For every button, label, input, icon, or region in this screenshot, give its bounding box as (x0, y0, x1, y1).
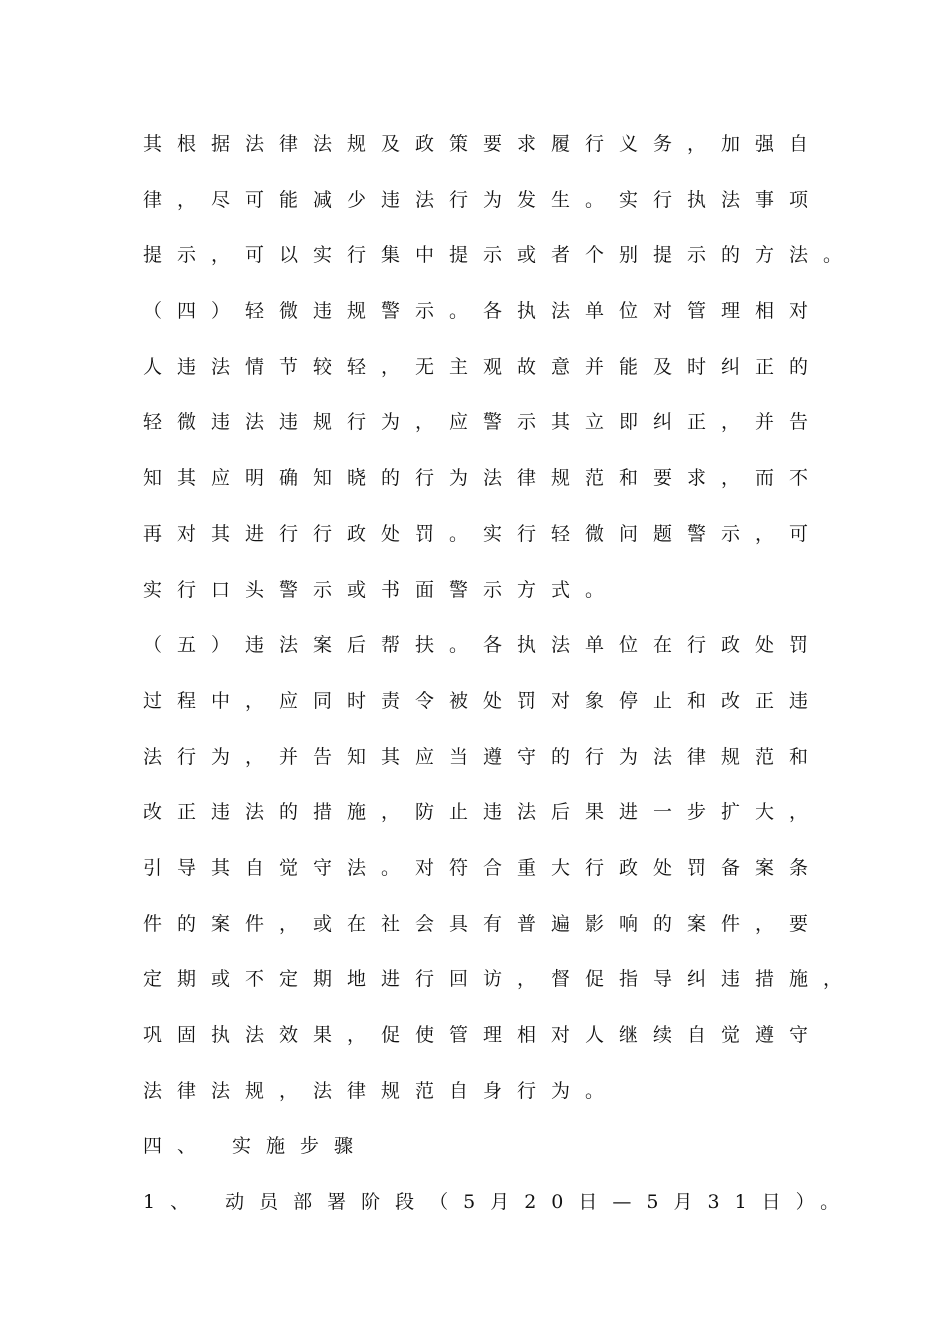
text-line: 提示，可以实行集中提示或者个别提示的方法。 (143, 244, 858, 267)
text-line: 件的案件，或在社会具有普遍影响的案件，要 (143, 912, 824, 935)
step-heading: 1、 动员部署阶段（5月20日—5月31日）。 (143, 1191, 855, 1214)
text-line: 定期或不定期地进行回访，督促指导纠违措施， (143, 968, 858, 991)
text-line: 巩固执法效果，促使管理相对人继续自觉遵守 (143, 1024, 824, 1046)
text-line: 实行口头警示或书面警示方式。 (143, 578, 620, 601)
text-line: 其根据法律法规及政策要求履行义务，加强自 (143, 133, 824, 155)
text-line: （四）轻微违规警示。各执法单位对管理相对 (143, 300, 824, 323)
text-line: 再对其进行行政处罚。实行轻微问题警示，可 (143, 522, 824, 545)
text-line: 人违法情节较轻，无主观故意并能及时纠正的 (143, 355, 824, 378)
text-line: 律，尽可能减少违法行为发生。实行执法事项 (143, 188, 824, 211)
text-line: （五）违法案后帮扶。各执法单位在行政处罚 (143, 634, 824, 657)
text-line: 引导其自觉守法。对符合重大行政处罚备案条 (143, 856, 824, 879)
text-line: 轻微违法违规行为，应警示其立即纠正，并告 (143, 411, 824, 434)
text-line: 法行为，并告知其应当遵守的行为法律规范和 (143, 745, 824, 768)
text-line: 法律法规，法律规范自身行为。 (143, 1079, 620, 1102)
text-line: 知其应明确知晓的行为法律规范和要求，而不 (143, 467, 824, 490)
text-line: 改正违法的措施，防止违法后果进一步扩大， (143, 801, 824, 824)
text-line: 过程中，应同时责令被处罚对象停止和改正违 (143, 689, 824, 712)
section-heading: 四、 实施步骤 (143, 1135, 369, 1158)
document-body (143, 124, 858, 1238)
